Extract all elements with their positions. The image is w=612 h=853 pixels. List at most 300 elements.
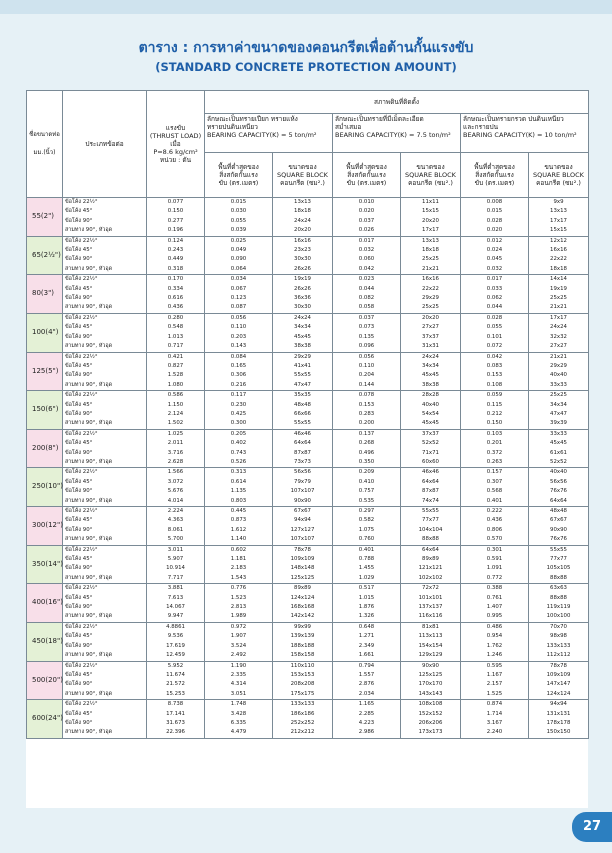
value-text: 0.032 bbox=[358, 247, 375, 254]
value-text: 0.024 bbox=[486, 247, 503, 254]
value-text: 0.486 bbox=[486, 623, 503, 630]
value-text: 11.674 bbox=[166, 671, 185, 678]
value-text: 16x16 bbox=[550, 247, 567, 254]
value-text: 0.760 bbox=[358, 536, 375, 543]
fitting-label: ข้อโค้ง 45° bbox=[65, 247, 93, 254]
value-cell bbox=[273, 661, 333, 700]
value-text: 0.037 bbox=[358, 314, 375, 321]
value-text: 0.196 bbox=[167, 227, 184, 234]
value-text: 5.676 bbox=[167, 488, 184, 495]
value-text: 2.492 bbox=[230, 652, 247, 659]
value-text: 0.449 bbox=[167, 256, 184, 263]
value-text: 0.064 bbox=[230, 265, 247, 272]
pipe-size-cell: 100(4") bbox=[27, 313, 63, 352]
value-text: 0.648 bbox=[358, 623, 375, 630]
value-cell bbox=[529, 313, 589, 352]
value-text: 0.082 bbox=[358, 295, 375, 302]
value-text: 1.140 bbox=[230, 536, 247, 543]
value-text: 71x71 bbox=[422, 449, 439, 456]
header-thrust-l1: แรงขับ bbox=[165, 124, 186, 132]
value-cell bbox=[529, 198, 589, 237]
value-text: 104x104 bbox=[418, 526, 443, 533]
soil-3-line2: และกรายปน bbox=[463, 123, 499, 131]
value-text: 90x90 bbox=[550, 526, 567, 533]
value-cell bbox=[205, 429, 273, 468]
value-text: 175x175 bbox=[290, 690, 315, 697]
value-text: 1.907 bbox=[230, 633, 247, 640]
value-text: 0.153 bbox=[486, 372, 503, 379]
value-text: 0.401 bbox=[486, 497, 503, 504]
fitting-cell bbox=[63, 700, 147, 739]
value-text: 1.326 bbox=[358, 613, 375, 620]
value-text: 0.045 bbox=[486, 256, 503, 263]
fitting-label: ข้อโค้ง 22½° bbox=[65, 314, 98, 321]
value-text: 19x19 bbox=[294, 276, 311, 283]
value-text: 1.612 bbox=[230, 526, 247, 533]
value-text: 0.067 bbox=[230, 285, 247, 292]
header-area-1: พื้นที่ต่ำสุดของ สิ่งสกัดกั้นแรง ขับ (ตร.เมตร) bbox=[205, 153, 273, 198]
table-row bbox=[27, 584, 589, 623]
value-text: 17.619 bbox=[166, 642, 185, 649]
value-text: 1.714 bbox=[486, 710, 503, 717]
value-cell bbox=[205, 236, 273, 275]
value-text: 0.137 bbox=[358, 430, 375, 437]
value-text: 0.301 bbox=[486, 546, 503, 553]
value-text: 98x98 bbox=[550, 633, 567, 640]
value-text: 46x46 bbox=[294, 430, 311, 437]
value-text: 0.743 bbox=[230, 449, 247, 456]
value-text: 37x37 bbox=[422, 333, 439, 340]
value-cell bbox=[333, 468, 401, 507]
fitting-label: สามทาง 90°, หัวอุด bbox=[65, 497, 113, 504]
fitting-label: ข้อโค้ง 45° bbox=[65, 208, 93, 215]
value-text: 129x129 bbox=[418, 652, 443, 659]
fitting-label: ข้อโค้ง 22½° bbox=[65, 508, 98, 514]
table-row bbox=[27, 236, 589, 275]
value-cell bbox=[147, 275, 205, 314]
value-cell bbox=[333, 275, 401, 314]
value-text: 3.881 bbox=[167, 585, 184, 592]
value-text: 2.224 bbox=[167, 508, 184, 514]
value-cell bbox=[461, 545, 529, 584]
header-soil-2 bbox=[333, 114, 461, 153]
value-text: 40x40 bbox=[422, 401, 439, 408]
value-text: 1.525 bbox=[486, 690, 503, 697]
value-cell bbox=[529, 352, 589, 391]
table-row bbox=[27, 391, 589, 430]
value-cell bbox=[333, 391, 401, 430]
value-text: 73x73 bbox=[294, 458, 311, 465]
value-cell bbox=[205, 700, 273, 739]
value-text: 1.557 bbox=[358, 671, 375, 678]
value-text: 0.143 bbox=[230, 343, 247, 350]
value-text: 125x125 bbox=[290, 574, 315, 581]
value-text: 0.268 bbox=[358, 440, 375, 447]
value-text: 0.087 bbox=[230, 304, 247, 311]
value-text: 102x102 bbox=[418, 574, 443, 581]
value-text: 0.017 bbox=[486, 276, 503, 283]
value-text: 0.602 bbox=[230, 546, 247, 553]
table-row bbox=[27, 429, 589, 468]
value-text: 116x116 bbox=[418, 613, 443, 620]
top-strip bbox=[0, 0, 612, 14]
header-thrust bbox=[147, 91, 205, 198]
value-text: 25x25 bbox=[422, 304, 439, 311]
fitting-label: ข้อโค้ง 45° bbox=[65, 671, 93, 678]
value-text: 21x21 bbox=[550, 353, 567, 360]
value-text: 0.263 bbox=[486, 458, 503, 465]
value-text: 14x14 bbox=[550, 276, 567, 283]
value-text: 12.459 bbox=[166, 652, 185, 659]
value-cell bbox=[205, 391, 273, 430]
fitting-label: ข้อโค้ง 45° bbox=[65, 594, 93, 601]
value-cell bbox=[273, 507, 333, 546]
soil-3-line3: BEARING CAPACITY(K) = 10 ton/m² bbox=[463, 131, 577, 139]
value-text: 9x9 bbox=[553, 199, 564, 205]
value-text: 0.110 bbox=[230, 324, 247, 331]
fitting-label: ข้อโค้ง 45° bbox=[65, 362, 93, 369]
value-text: 33x33 bbox=[550, 381, 567, 388]
value-cell bbox=[401, 391, 461, 430]
fitting-label: ข้อโค้ง 45° bbox=[65, 324, 93, 331]
value-cell bbox=[401, 584, 461, 623]
fitting-label: ข้อโค้ง 22½° bbox=[65, 662, 98, 669]
value-cell bbox=[461, 661, 529, 700]
value-cell bbox=[401, 468, 461, 507]
value-text: 0.062 bbox=[486, 295, 503, 302]
value-cell bbox=[273, 198, 333, 237]
value-text: 0.300 bbox=[230, 420, 247, 427]
value-text: 0.096 bbox=[358, 343, 375, 350]
value-text: 38x38 bbox=[422, 381, 439, 388]
pipe-size-cell: 250(10") bbox=[27, 468, 63, 507]
value-text: 27x27 bbox=[422, 324, 439, 331]
value-cell bbox=[273, 313, 333, 352]
fitting-label: สามทาง 90°, หัวอุด bbox=[65, 458, 113, 465]
pipe-size-cell: 80(3") bbox=[27, 275, 63, 314]
value-text: 3.524 bbox=[230, 642, 247, 649]
value-cell bbox=[529, 545, 589, 584]
value-cell bbox=[401, 507, 461, 546]
value-cell bbox=[401, 352, 461, 391]
value-text: 154x154 bbox=[418, 642, 443, 649]
fitting-label: สามทาง 90°, หัวอุด bbox=[65, 613, 113, 620]
value-text: 16x16 bbox=[294, 237, 311, 244]
value-text: 0.015 bbox=[486, 208, 503, 215]
header-block-2: ขนาดของ SQUARE BLOCK คอนกรีต (ซม².) bbox=[401, 153, 461, 198]
value-text: 64x64 bbox=[422, 546, 439, 553]
value-text: 0.806 bbox=[486, 526, 503, 533]
value-text: 0.205 bbox=[230, 430, 247, 437]
value-text: 3.167 bbox=[486, 719, 503, 726]
value-text: 24x24 bbox=[422, 353, 439, 360]
value-text: 3.716 bbox=[167, 449, 184, 456]
value-text: 94x94 bbox=[294, 517, 311, 524]
value-text: 0.717 bbox=[167, 343, 184, 350]
fitting-label: ข้อโค้ง 22½° bbox=[65, 237, 98, 244]
value-text: 186x186 bbox=[290, 710, 315, 717]
value-text: 178x178 bbox=[546, 719, 571, 726]
value-text: 0.874 bbox=[486, 701, 503, 708]
value-text: 5.907 bbox=[167, 556, 184, 563]
value-text: 113x113 bbox=[418, 633, 443, 640]
fitting-label: ข้อโค้ง 22½° bbox=[65, 353, 98, 360]
table-row bbox=[27, 198, 589, 237]
value-text: 0.761 bbox=[486, 594, 503, 601]
value-text: 0.060 bbox=[358, 256, 375, 263]
value-text: 1.543 bbox=[230, 574, 247, 581]
value-cell bbox=[401, 661, 461, 700]
value-cell bbox=[333, 584, 401, 623]
fitting-label: สามทาง 90°, หัวอุด bbox=[65, 420, 113, 427]
value-text: 8.738 bbox=[167, 701, 184, 708]
value-text: 99x99 bbox=[294, 623, 311, 630]
value-text: 0.157 bbox=[486, 469, 503, 476]
table-row bbox=[27, 468, 589, 507]
fitting-label: สามทาง 90°, หัวอุด bbox=[65, 574, 113, 581]
header-soil-1 bbox=[205, 114, 333, 153]
page-subtitle: (STANDARD CONCRETE PROTECTION AMOUNT) bbox=[155, 60, 457, 74]
value-text: 1.025 bbox=[167, 430, 184, 437]
value-text: 1.167 bbox=[486, 671, 503, 678]
value-cell bbox=[273, 468, 333, 507]
value-text: 1.029 bbox=[358, 574, 375, 581]
value-text: 0.548 bbox=[167, 324, 184, 331]
value-text: 36x36 bbox=[294, 295, 311, 302]
value-text: 0.073 bbox=[358, 324, 375, 331]
value-text: 1.876 bbox=[358, 604, 375, 611]
fitting-label: ข้อโค้ง 45° bbox=[65, 440, 93, 447]
value-text: 1.455 bbox=[358, 565, 375, 572]
value-cell bbox=[529, 429, 589, 468]
value-text: 72x72 bbox=[422, 585, 439, 592]
value-text: 45x45 bbox=[422, 420, 439, 427]
value-text: 87x87 bbox=[294, 449, 311, 456]
fitting-label: ข้อโค้ง 22½° bbox=[65, 585, 98, 592]
fitting-label: สามทาง 90°, หัวอุด bbox=[65, 729, 113, 736]
value-text: 55x55 bbox=[422, 508, 439, 514]
value-text: 22x22 bbox=[422, 285, 439, 292]
value-text: 23x23 bbox=[294, 247, 311, 254]
value-text: 9.536 bbox=[167, 633, 184, 640]
table-row bbox=[27, 275, 589, 314]
value-text: 0.015 bbox=[230, 199, 247, 205]
value-text: 108x108 bbox=[418, 701, 443, 708]
value-text: 1.523 bbox=[230, 594, 247, 601]
value-text: 22x22 bbox=[550, 256, 567, 263]
value-text: 0.280 bbox=[167, 314, 184, 321]
value-text: 25x25 bbox=[550, 295, 567, 302]
value-text: 40x40 bbox=[550, 372, 567, 379]
fitting-label: สามทาง 90°, หัวอุด bbox=[65, 304, 113, 311]
value-cell bbox=[461, 236, 529, 275]
value-cell bbox=[273, 622, 333, 661]
value-text: 0.570 bbox=[486, 536, 503, 543]
value-cell bbox=[147, 352, 205, 391]
value-text: 0.212 bbox=[486, 410, 503, 417]
value-cell bbox=[147, 468, 205, 507]
fitting-label: ข้อโค้ง 90° bbox=[65, 449, 93, 456]
value-text: 158x158 bbox=[290, 652, 315, 659]
value-text: 0.421 bbox=[167, 353, 184, 360]
value-text: 24x24 bbox=[550, 324, 567, 331]
value-text: 64x64 bbox=[294, 440, 311, 447]
value-text: 1.091 bbox=[486, 565, 503, 572]
fitting-cell bbox=[63, 391, 147, 430]
value-cell bbox=[333, 700, 401, 739]
value-text: 46x46 bbox=[422, 469, 439, 476]
value-text: 24x24 bbox=[294, 217, 311, 224]
fitting-label: สามทาง 90°, หัวอุด bbox=[65, 381, 113, 388]
value-text: 0.954 bbox=[486, 633, 503, 640]
value-cell bbox=[529, 622, 589, 661]
header-block-3: ขนาดของ SQUARE BLOCK คอนกรีต (ซม².) bbox=[529, 153, 589, 198]
value-text: 41x41 bbox=[294, 362, 311, 369]
value-cell bbox=[205, 313, 273, 352]
value-text: 0.788 bbox=[358, 556, 375, 563]
value-cell bbox=[333, 198, 401, 237]
value-text: 56x56 bbox=[550, 478, 567, 485]
soil-1-line2: ทรายปนดินเหนียว bbox=[207, 123, 258, 131]
value-text: 0.017 bbox=[358, 237, 375, 244]
value-cell bbox=[333, 429, 401, 468]
value-cell bbox=[333, 352, 401, 391]
value-text: 212x212 bbox=[290, 729, 315, 736]
value-text: 0.445 bbox=[230, 508, 247, 514]
value-cell bbox=[529, 507, 589, 546]
fitting-cell bbox=[63, 584, 147, 623]
value-text: 1.181 bbox=[230, 556, 247, 563]
fitting-label: ข้อโค้ง 90° bbox=[65, 604, 93, 611]
value-cell bbox=[273, 275, 333, 314]
value-text: 109x109 bbox=[546, 671, 571, 678]
header-block-1: ขนาดของ SQUARE BLOCK คอนกรีต (ซม².) bbox=[273, 153, 333, 198]
value-text: 8.061 bbox=[167, 526, 184, 533]
value-text: 0.026 bbox=[358, 227, 375, 234]
value-text: 1.566 bbox=[167, 469, 184, 476]
pipe-size-cell: 450(18") bbox=[27, 622, 63, 661]
value-cell bbox=[529, 468, 589, 507]
value-text: 0.030 bbox=[230, 208, 247, 215]
value-text: 131x131 bbox=[546, 710, 571, 717]
value-text: 0.034 bbox=[230, 276, 247, 283]
fitting-cell bbox=[63, 545, 147, 584]
value-text: 25x25 bbox=[422, 256, 439, 263]
value-cell bbox=[333, 622, 401, 661]
value-text: 61x61 bbox=[550, 449, 567, 456]
value-text: 1.075 bbox=[358, 526, 375, 533]
table-row bbox=[27, 507, 589, 546]
value-text: 30x30 bbox=[294, 256, 311, 263]
value-text: 0.334 bbox=[167, 285, 184, 292]
concrete-protection-table bbox=[26, 90, 589, 739]
value-text: 101x101 bbox=[418, 594, 443, 601]
value-text: 107x107 bbox=[290, 488, 315, 495]
fitting-label: ข้อโค้ง 22½° bbox=[65, 701, 98, 708]
value-text: 0.083 bbox=[486, 362, 503, 369]
value-text: 31.673 bbox=[166, 719, 185, 726]
soil-2-line2: สม่ำเสมอ bbox=[335, 123, 362, 131]
value-text: 4.8861 bbox=[166, 623, 185, 630]
value-text: 105x105 bbox=[546, 565, 571, 572]
value-text: 3.011 bbox=[167, 546, 184, 553]
value-text: 11x11 bbox=[422, 199, 439, 205]
value-text: 19x19 bbox=[550, 285, 567, 292]
value-text: 143x143 bbox=[418, 690, 443, 697]
page-number: 27 bbox=[572, 812, 612, 842]
value-text: 15x15 bbox=[422, 208, 439, 215]
value-text: 0.056 bbox=[230, 314, 247, 321]
value-cell bbox=[205, 622, 273, 661]
value-cell bbox=[461, 468, 529, 507]
value-text: 28x28 bbox=[422, 392, 439, 399]
value-text: 13x13 bbox=[422, 237, 439, 244]
value-text: 147x147 bbox=[546, 681, 571, 688]
value-text: 0.135 bbox=[358, 333, 375, 340]
value-cell bbox=[529, 391, 589, 430]
value-text: 0.165 bbox=[230, 362, 247, 369]
value-text: 0.084 bbox=[230, 353, 247, 360]
value-text: 0.153 bbox=[358, 401, 375, 408]
value-text: 33x33 bbox=[550, 430, 567, 437]
value-text: 4.479 bbox=[230, 729, 247, 736]
value-text: 0.517 bbox=[358, 585, 375, 592]
value-text: 153x153 bbox=[290, 671, 315, 678]
value-text: 17x17 bbox=[422, 227, 439, 234]
value-text: 125x125 bbox=[418, 671, 443, 678]
value-text: 55x55 bbox=[550, 546, 567, 553]
value-text: 2.986 bbox=[358, 729, 375, 736]
pipe-size-cell: 200(8") bbox=[27, 429, 63, 468]
value-text: 0.535 bbox=[358, 497, 375, 504]
value-text: 29x29 bbox=[550, 362, 567, 369]
fitting-cell bbox=[63, 352, 147, 391]
value-text: 0.827 bbox=[167, 362, 184, 369]
value-cell bbox=[529, 661, 589, 700]
value-text: 37x37 bbox=[422, 430, 439, 437]
header-size-line1: ชื่อขนาดท่อ bbox=[29, 131, 60, 138]
value-text: 0.049 bbox=[230, 247, 247, 254]
value-text: 0.772 bbox=[486, 574, 503, 581]
value-text: 0.402 bbox=[230, 440, 247, 447]
fitting-cell bbox=[63, 661, 147, 700]
value-cell bbox=[147, 584, 205, 623]
value-text: 64x64 bbox=[550, 497, 567, 504]
header-thrust-l2: (THRUST LOAD) bbox=[149, 132, 202, 140]
value-text: 34x34 bbox=[550, 401, 567, 408]
value-text: 0.056 bbox=[358, 353, 375, 360]
value-text: 47x47 bbox=[294, 381, 311, 388]
fitting-label: ข้อโค้ง 90° bbox=[65, 256, 93, 263]
value-text: 2.124 bbox=[167, 410, 184, 417]
concrete-protection-table-container bbox=[26, 90, 588, 808]
value-cell bbox=[147, 700, 205, 739]
value-cell bbox=[147, 622, 205, 661]
header-size bbox=[27, 91, 63, 198]
value-text: 0.306 bbox=[230, 372, 247, 379]
value-text: 0.616 bbox=[167, 295, 184, 302]
soil-1-line1: ลักษณะเป็นทรายเปียก ทรายแห้ง bbox=[207, 115, 298, 123]
value-text: 0.044 bbox=[358, 285, 375, 292]
value-text: 17x17 bbox=[550, 314, 567, 321]
value-cell bbox=[461, 198, 529, 237]
value-text: 4.363 bbox=[167, 517, 184, 524]
value-text: 1.165 bbox=[358, 701, 375, 708]
value-text: 148x148 bbox=[290, 565, 315, 572]
value-cell bbox=[147, 661, 205, 700]
value-text: 2.011 bbox=[167, 440, 184, 447]
value-text: 0.012 bbox=[486, 237, 503, 244]
